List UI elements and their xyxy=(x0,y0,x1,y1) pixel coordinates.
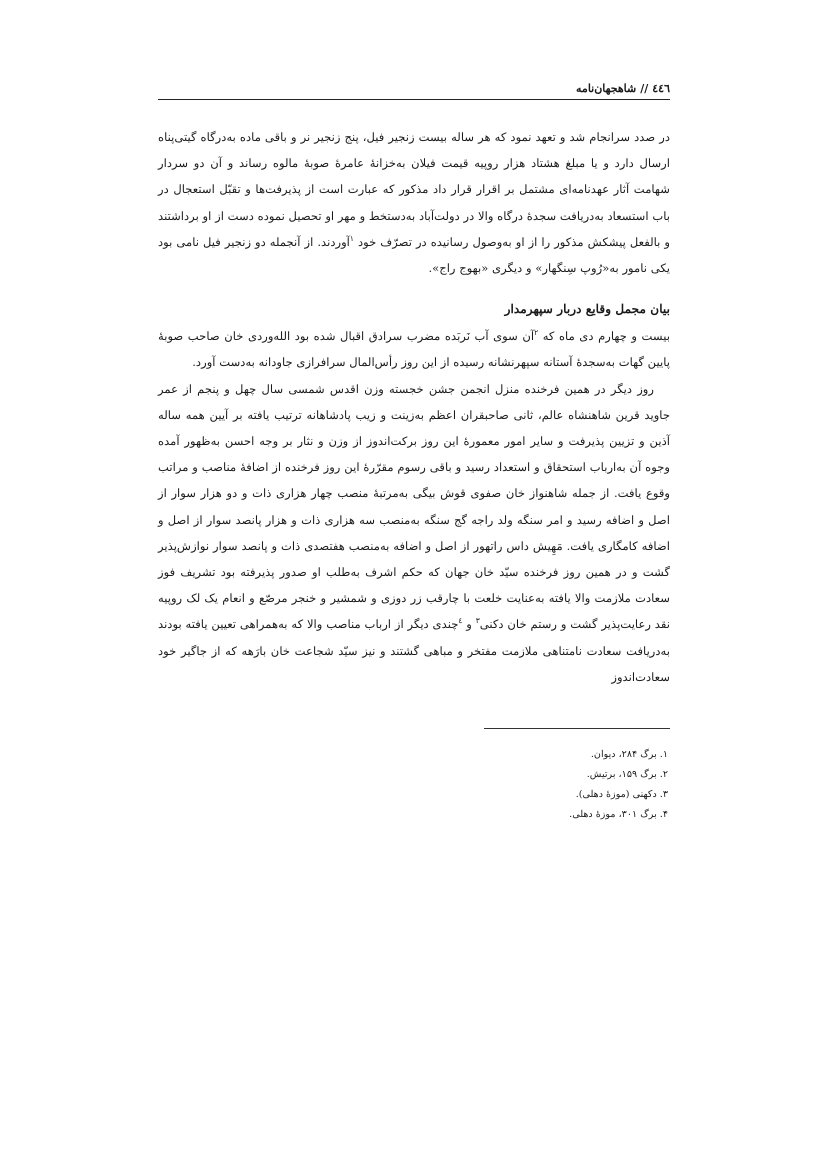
paragraph-1 xyxy=(158,124,670,281)
footnote-marker-2: ٢ xyxy=(534,328,539,338)
footnote-marker-1: ١ xyxy=(349,233,354,243)
running-head xyxy=(158,74,670,100)
footnote-4: ۴. برگ ۳۰۱، موزهٔ دهلی. xyxy=(569,809,668,821)
footnote-marker-4: ٤ xyxy=(458,616,463,626)
body-text xyxy=(158,124,670,690)
section-heading: بیان مجمل وقایع دربار سپهرمدار xyxy=(504,302,670,317)
document-page xyxy=(158,74,670,825)
footnote-marker-3: ٣ xyxy=(475,616,480,626)
paragraph-1-text-1: در صدد سرانجام شد و تعهد نمود که هر ساله بیست زنجیر فیل، پنج زنجیر نر و باقی ماده به‌درگاه گیتی‌پناه ارسال دارد و یا مبلغ هشتاد هزار روپیه قیمت فیلان به‌خزانهٔ عامرهٔ صوبهٔ مالوه رساند و آن دو سردار شهامت آثار عهدنامه‌ای مشتمل بر اقرار قرار داد مذکور که عبارت است از پذیرفت‌ها و تقبّل استعجال در باب استسعاد به‌دریافت سجدهٔ درگاه والا در دولت‌آباد به‌دستخط و مهر او تحصیل نموده دست از او برداشتند و بالفعل پیشکش مذکور را از او به‌وصول رسانیده در تصرّف خود xyxy=(158,130,670,249)
page-number: ٤٤٦ xyxy=(652,82,670,95)
paragraph-2-text-2: آن سوی آب نَربَده مضرب سرادق اقبال شده بود الله‌وردی خان صاحب صوبهٔ پایین گهات به‌سجدهٔ آستانه سپهرنشانه رسیده از این روز رأس‌المال سرافرازی جاودانه به‌دست آورد. xyxy=(158,329,670,370)
paragraph-3 xyxy=(158,376,670,690)
running-head-separator: // xyxy=(640,82,649,95)
paragraph-3-text-1: روز دیگر در همین فرخنده منزل انجمن جشن خجسته وزن اقدس شمسی سال چهل و پنجم از عمر جاوید قرین شاهنشاه عالم، ثانی صاحبقران اعظم به‌زینت و زیب پادشاهانه ترتیب یافته بر آیین همه ساله آذین و تزیین پذیرفت و سایر امور معمورهٔ این روز برکت‌اندوز از وزن و نثار بر وجه احسن به‌ظهور آمده وجوه آن به‌ارباب استحقاق و استعداد رسید و باقی رسوم مقرّرهٔ این روز فرخنده از اضافهٔ مناصب و مراتب وقوع یافت. از جمله شاهنواز خان صفوی قوش بیگی به‌مرتبهٔ منصب چهار هزاری ذات و دو هزار سوار از اصل و اضافه رسید و امر سنگه ولد راجه گج سنگه به‌منصب سه هزاری ذات و هزار پانصد سوار از اصل و اضافه کامگاری یافت. مَهِیش داس راتهور از اصل و اضافه به‌منصب هفتصدی ذات و پانصد سوار نوازش‌پذیر گشت و در همین روز فرخنده سیّد خان جهان که حکم اشرف به‌طلب او صدور پذیرفته بود تشریف فوز سعادت ملازمت والا یافته به‌عنایت خلعت با چارقب زر دوزی و شمشیر و خنجر مرصّع و انعام یک لک روپیه نقد رعایت‌پذیر گشت و رستم خان دکنی xyxy=(158,381,670,632)
footnote-3: ۳. دکهنی (موزهٔ دهلی). xyxy=(575,789,668,801)
paragraph-1-text-2: آوردند. از آنجمله دو زنجیر فیل نامی بود یکی نامور به«رُوپ سِنگهار» و دیگری «بهوج راج». xyxy=(158,234,670,276)
paragraph-2-text-1: بیست و چهارم دی ماه که xyxy=(538,329,670,344)
paragraph-3-text-mid: و xyxy=(462,617,476,632)
footnote-divider xyxy=(484,728,670,729)
footnote-2: ۲. برگ ۱۵۹، برتیش. xyxy=(586,769,668,781)
book-title: شاهجهان‌نامه xyxy=(576,82,637,95)
footnotes xyxy=(158,745,670,825)
paragraph-3-text-2: چندی دیگر از ارباب مناصب والا که به‌همراهی تعیین یافته بودند به‌دریافت سعادت نامتناهی ملازمت مفتخر و مباهی گشتند و نیز سیّد شجاعت خان بارَهه که از جاگیر خود سعادت‌اندوز xyxy=(158,617,670,684)
paragraph-2 xyxy=(158,323,670,375)
footnote-1: ۱. برگ ۲۸۴، دیوان. xyxy=(590,749,668,761)
